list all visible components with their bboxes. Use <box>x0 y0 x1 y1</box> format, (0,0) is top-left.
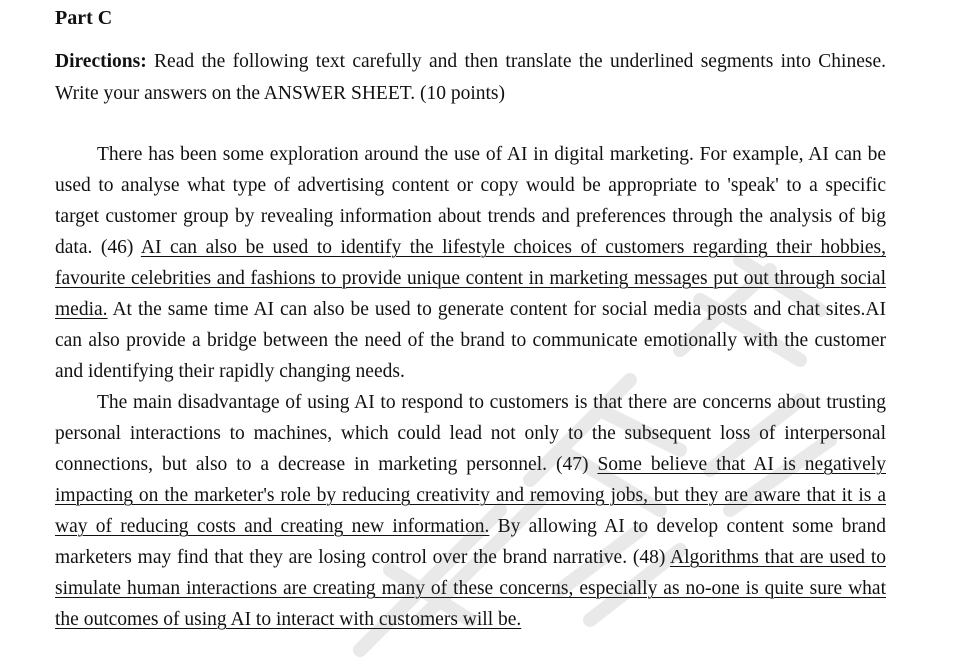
paragraph-1-lead: There has been some exploration around the use of AI in digital marketing. For example, AI can be used to analyse what type of advertising content or copy would be appropriate to 'speak' to a specific target customer group by revealing information about trends and preferences through the analysis of big data. (46) <box>55 144 886 258</box>
directions-text: Read the following text carefully and then translate the underlined segments into Chinese. Write your answers on the ANSWER SHEET. (10 points) <box>55 51 886 104</box>
underlined-segment-48: Algorithms that are used to simulate human interactions are creating many of these concerns, especially as no-one is quite sure what the outcomes of using AI to interact with customers will be. <box>55 547 886 630</box>
part-title: Part C <box>55 7 113 29</box>
document-page <box>55 0 886 635</box>
underlined-segment-46: AI can also be used to identify the lifestyle choices of customers regarding their hobbies, favourite celebrities and fashions to provide unique content in marketing messages put out through social media. <box>55 237 887 320</box>
paragraph-1 <box>55 139 886 387</box>
directions-label: Directions: <box>55 51 147 72</box>
underlined-segment-47: Some believe that AI is negatively impacting on the marketer's role by reducing creativity and removing jobs, but they are aware that it is a way of reducing costs and creating new information. <box>55 454 887 537</box>
paragraph-2-mid: By allowing AI to develop content some brand marketers may find that they are losing control over the brand narrative. (48) <box>55 516 886 568</box>
directions <box>55 46 886 109</box>
paragraph-2-lead: The main disadvantage of using AI to respond to customers is that there are concerns about trusting personal interactions to machines, which could lead not only to the subsequent loss of interpersonal connections, but also to a decrease in marketing personnel. (47) <box>55 392 886 475</box>
paragraph-2 <box>55 387 886 635</box>
paragraph-1-tail: At the same time AI can also be used to generate content for social media posts and chat sites.AI can also provide a bridge between the need of the brand to communicate emotionally with the customer and identifying their rapidly changing needs. <box>55 299 886 382</box>
